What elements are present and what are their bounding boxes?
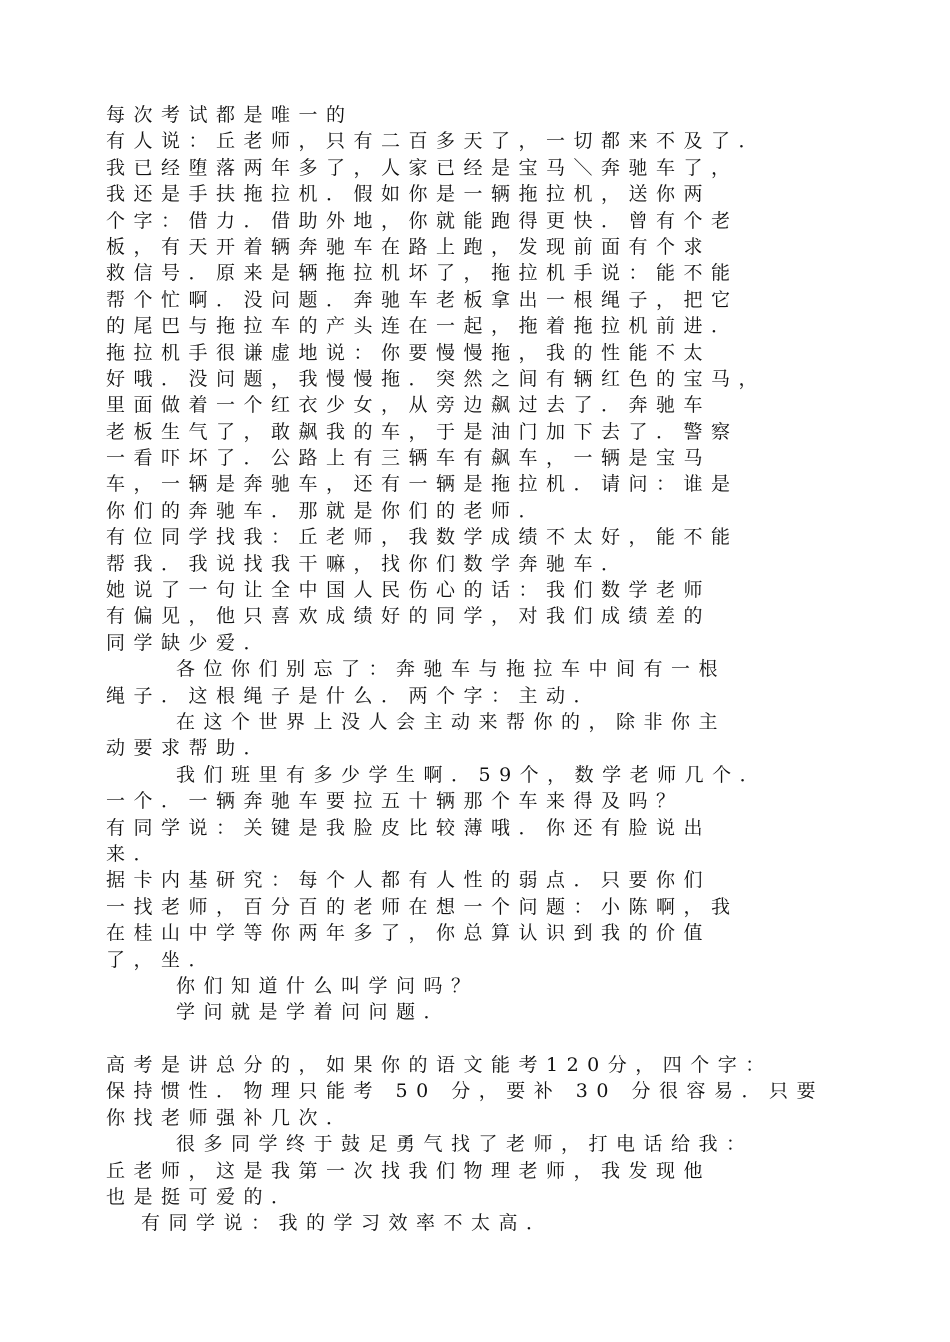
- text-line: 有偏见，他只喜欢成绩好的同学，对我们成绩差的: [106, 605, 712, 628]
- text-line: 在这个世界上没人会主动来帮你的，除非你主: [176, 710, 727, 733]
- text-line: 帮我．我说找我干嘛，找你们数学奔驰车．: [106, 552, 629, 575]
- text-line: 拖拉机手很谦虚地说：你要慢慢拖，我的性能不太: [106, 341, 712, 364]
- text-line: 一找老师，百分百的老师在想一个问题：小陈啊，我: [106, 895, 739, 918]
- text-line: 了，坐．: [106, 948, 217, 971]
- text-line: 她说了一句让全中国人民伤心的话：我们数学老师: [106, 579, 712, 602]
- text-line: 有同学说：我的学习效率不太高．: [141, 1212, 554, 1235]
- text-line: 你们的奔驰车．那就是你们的老师．: [106, 499, 547, 522]
- text-line: 也是挺可爱的．: [106, 1186, 299, 1209]
- text-line: 一个．一辆奔驰车要拉五十辆那个车来得及吗？: [106, 790, 684, 813]
- text-line: 学问就是学着问问题．: [176, 1001, 452, 1024]
- text-line: 你找老师强补几次．: [106, 1106, 354, 1129]
- text-line: 有人说：丘老师，只有二百多天了，一切都来不及了．: [106, 130, 767, 153]
- text-line: 我还是手扶拖拉机．假如你是一辆拖拉机，送你两: [106, 183, 712, 206]
- text-line: 高考是讲总分的，如果你的语文能考120分，四个字：: [106, 1054, 773, 1077]
- text-line: 老板生气了，敢飙我的车，于是油门加下去了．警察: [106, 420, 739, 443]
- text-line: 在桂山中学等你两年多了，你总算认识到我的价值: [106, 922, 712, 945]
- text-line: 有同学说：关键是我脸皮比较薄哦．你还有脸说出: [106, 816, 712, 839]
- text-line: 车，一辆是奔驰车，还有一辆是拖拉机．请问：谁是: [106, 473, 739, 496]
- text-line: 的尾巴与拖拉车的产头连在一起，拖着拖拉机前进．: [106, 315, 739, 338]
- text-line: 好哦．没问题，我慢慢拖．突然之间有辆红色的宝马，: [106, 367, 767, 390]
- text-line: 各位你们别忘了：奔驰车与拖拉车中间有一根: [176, 658, 727, 681]
- document-body: [106, 102, 866, 1237]
- text-line: 板，有天开着辆奔驰车在路上跑，发现前面有个求: [106, 235, 712, 258]
- text-line: 有位同学找我：丘老师，我数学成绩不太好，能不能: [106, 526, 739, 549]
- text-line: 来．: [106, 842, 162, 865]
- text-line: 帮个忙啊．没问题．奔驰车老板拿出一根绳子，把它: [106, 288, 739, 311]
- text-line: 一看吓坏了．公路上有三辆车有飙车，一辆是宝马: [106, 447, 712, 470]
- text-line: 同学缺少爱．: [106, 631, 272, 654]
- text-line: 我已经堕落两年多了，人家已经是宝马＼奔驰车了，: [106, 156, 739, 179]
- text-line: 动要求帮助．: [106, 737, 272, 760]
- text-line: 绳子．这根绳子是什么．两个字：主动．: [106, 684, 602, 707]
- text-line: 每次考试都是唯一的: [106, 104, 354, 126]
- text-line: 据卡内基研究：每个人都有人性的弱点．只要你们: [106, 869, 712, 892]
- text-line: 你们知道什么叫学问吗？: [176, 974, 479, 997]
- text-line: 里面做着一个红衣少女，从旁边飙过去了．奔驰车: [106, 394, 712, 417]
- text-line: 很多同学终于鼓足勇气找了老师，打电话给我：: [176, 1133, 754, 1156]
- text-line: 我们班里有多少学生啊．59个，数学老师几个．: [176, 763, 768, 786]
- blank-line: [106, 1026, 866, 1052]
- text-line: 丘老师，这是我第一次找我们物理老师，我发现他: [106, 1159, 712, 1182]
- text-line: 个字：借力．借助外地，你就能跑得更快．曾有个老: [106, 209, 739, 232]
- text-line: 救信号．原来是辆拖拉机坏了，拖拉机手说：能不能: [106, 262, 739, 285]
- text-line: 保持惯性．物理只能考 50 分，要补 30 分很容易．只要: [106, 1080, 825, 1103]
